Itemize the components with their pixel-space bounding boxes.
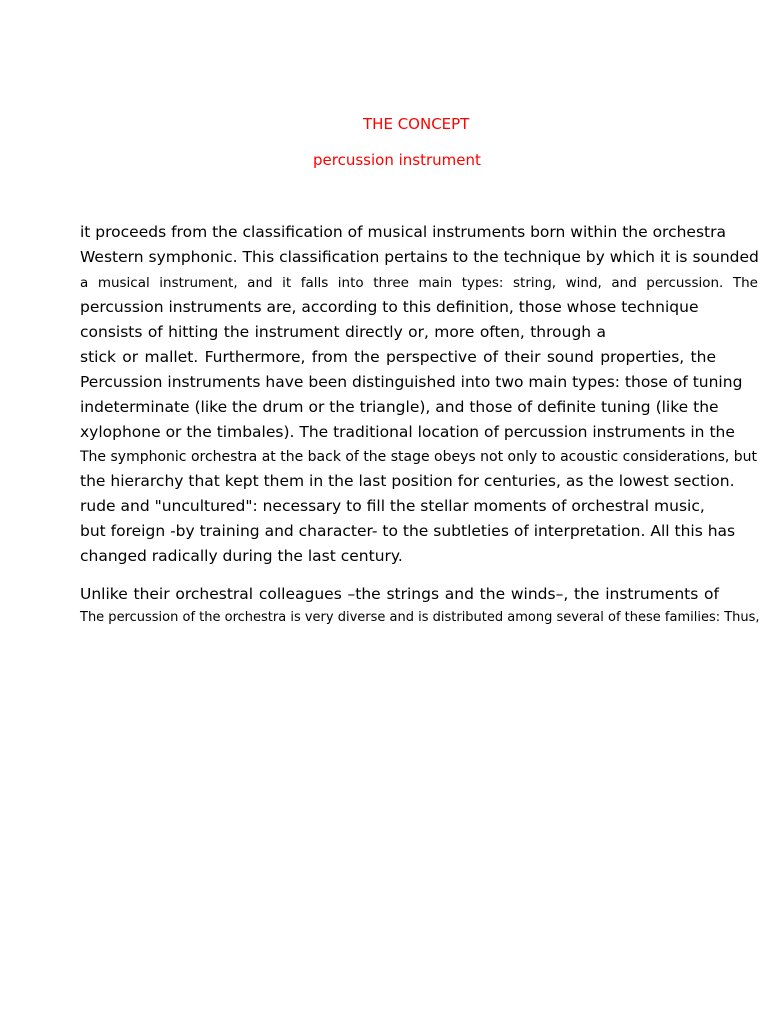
paragraph-1-line: rude and "uncultured": necessary to fill the stellar moments of orchestral music, <box>80 497 705 515</box>
paragraph-1-line: but foreign -by training and character- to the subtleties of interpretation. All this has <box>80 522 736 540</box>
paragraph-1-line: percussion instruments are, according to this definition, those whose technique <box>80 298 699 316</box>
paragraph-1-line: Western symphonic. This classification pertains to the technique by which it is sounded <box>80 248 759 266</box>
paragraph-2-line: Unlike their orchestral colleagues –the strings and the winds–, the instruments of <box>80 585 719 603</box>
paragraph-1-line: consists of hitting the instrument directly or, more often, through a <box>80 323 606 341</box>
paragraph-1-line: Percussion instruments have been distinguished into two main types: those of tuning <box>80 373 743 391</box>
paragraph-1-line: changed radically during the last century. <box>80 547 403 565</box>
paragraph-1-line: it proceeds from the classification of musical instruments born within the orchestra <box>80 223 726 241</box>
paragraph-2-line: The percussion of the orchestra is very diverse and is distributed among several of these families: Thus, <box>80 610 760 625</box>
paragraph-1-line: the hierarchy that kept them in the last position for centuries, as the lowest section. <box>80 472 735 490</box>
paragraph-1-line: stick or mallet. Furthermore, from the perspective of their sound properties, the <box>80 348 716 366</box>
document-title: THE CONCEPT <box>363 115 470 133</box>
paragraph-1-line: xylophone or the timbales). The traditional location of percussion instruments in the <box>80 423 735 441</box>
paragraph-1-line: a musical instrument, and it falls into three main types: string, wind, and percussion. The <box>80 275 758 291</box>
paragraph-1-line: The symphonic orchestra at the back of the stage obeys not only to acoustic considerations, but <box>80 449 758 465</box>
document-subtitle: percussion instrument <box>313 151 481 169</box>
paragraph-1-line: indeterminate (like the drum or the triangle), and those of definite tuning (like the <box>80 398 719 416</box>
